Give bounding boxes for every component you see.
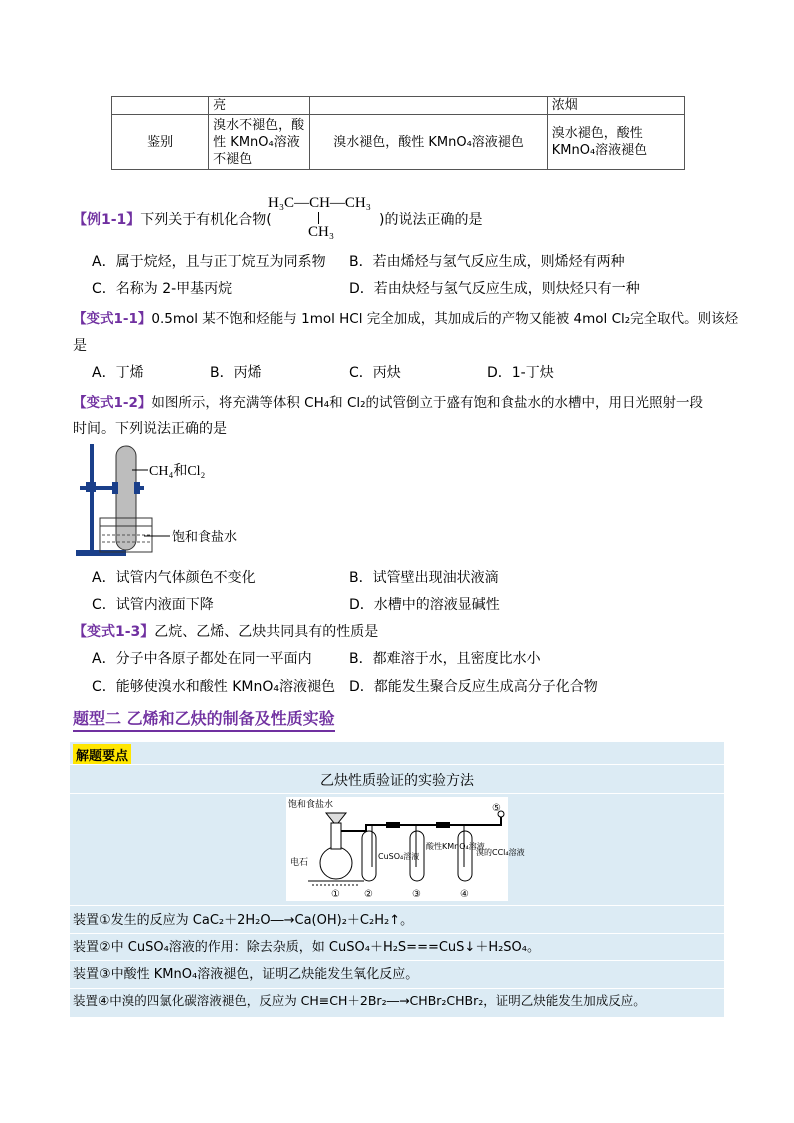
formula-bond <box>318 212 319 224</box>
table-cell <box>310 97 547 115</box>
connector <box>436 822 450 828</box>
option-c[interactable]: C．试管内液面下降 <box>92 597 214 613</box>
structural-formula-bottom: CH₃ <box>308 224 335 240</box>
label-n1: ① <box>331 889 340 900</box>
box-title: 乙炔性质验证的实验方法 <box>320 773 474 789</box>
clamp-joint <box>86 482 96 492</box>
question-var12 <box>73 391 703 411</box>
table-cell: 溴水不褪色，酸性 KMnO₄溶液不褪色 <box>209 115 310 170</box>
note-line: 装置①发生的反应为 CaC₂＋2H₂O―→Ca(OH)₂＋C₂H₂↑。 <box>73 913 414 928</box>
option-d[interactable]: D．水槽中的溶液显碱性 <box>349 597 500 613</box>
question-var13 <box>73 621 378 641</box>
stand-base <box>76 550 126 556</box>
option-c[interactable]: C．丙炔 <box>349 365 401 381</box>
table-cell: 溴水褪色，酸性 KMnO₄溶液褪色 <box>310 115 547 170</box>
option-d[interactable]: D．1-丁炔 <box>487 365 554 381</box>
table-cell-label: 鉴别 <box>112 115 209 170</box>
label-n3: ③ <box>412 889 421 900</box>
question-text: 如图所示，将充满等体积 CH₄和 Cl₂的试管倒立于盛有饱和食盐水的水槽中，用日光照射一段 <box>151 395 704 411</box>
question-text-line2: 是 <box>73 338 87 354</box>
question-tag: 【例1-1】 <box>73 212 141 228</box>
divider <box>70 960 724 961</box>
note-line: 装置②中 CuSO₄溶液的作用：除去杂质，如 CuSO₄＋H₂S===CuS↓＋H₂SO₄。 <box>73 940 541 955</box>
option-a[interactable]: A．丁烯 <box>92 365 144 381</box>
option-a[interactable]: A．试管内气体颜色不变化 <box>92 570 256 586</box>
option-a[interactable]: A．属于烷烃，且与正丁烷互为同系物 <box>92 254 326 270</box>
comparison-table <box>111 96 685 170</box>
table-cell: 溴水褪色，酸性KMnO₄溶液褪色 <box>547 115 684 170</box>
table-cell <box>112 97 209 115</box>
label-carbide: 电石 <box>290 858 309 868</box>
table-row <box>112 115 685 170</box>
label-n5: ⑤ <box>492 803 501 814</box>
clamp-jaw <box>112 482 118 494</box>
structural-formula-top: H₃C—CH—CH₃ <box>268 195 371 211</box>
clamp-jaw <box>134 482 140 494</box>
question-text: 0.5mol 某不饱和烃能与 1mol HCl 完全加成，其加成后的产物又能被 4mol Cl₂完全取代。则该烃 <box>151 311 739 327</box>
label-n2: ② <box>364 889 373 900</box>
label-kmno4: 酸性KMnO₄溶液 <box>426 842 485 851</box>
option-b[interactable]: B．都难溶于水，且密度比水小 <box>349 651 541 667</box>
section-heading: 题型二 乙烯和乙炔的制备及性质实验 <box>73 706 335 732</box>
table-cell: 浓烟 <box>547 97 684 115</box>
question-ex11 <box>73 209 272 229</box>
gas-label: CH₄和Cl₂ <box>149 464 206 479</box>
divider <box>70 988 724 989</box>
divider <box>70 933 724 934</box>
label-br: 溴的CCl₄溶液 <box>476 848 525 857</box>
table-row <box>112 97 685 115</box>
note-line: 装置④中溴的四氯化碳溶液褪色，反应为 CH≡CH＋2Br₂―→CHBr₂CHBr₂，证明乙炔能发生加成反应。 <box>73 993 646 1008</box>
divider <box>70 905 724 906</box>
note-line: 装置③中酸性 KMnO₄溶液褪色，证明乙炔能发生氧化反应。 <box>73 967 419 982</box>
option-d[interactable]: D．若由炔烃与氢气反应生成，则炔烃只有一种 <box>349 281 640 297</box>
question-text-line2: 时间。下列说法正确的是 <box>73 421 227 437</box>
apparatus-diagram <box>286 797 525 901</box>
question-tag: 【变式1-2】 <box>73 395 152 411</box>
connector <box>386 822 400 828</box>
divider <box>70 793 724 794</box>
table-cell: 亮 <box>209 97 310 115</box>
option-c[interactable]: C．名称为 2-甲基丙烷 <box>92 281 233 297</box>
stand-rod <box>90 444 94 552</box>
divider <box>70 764 724 765</box>
option-b[interactable]: B．丙烯 <box>210 365 262 381</box>
question-text: 乙烷、乙烯、乙炔共同具有的性质是 <box>154 624 379 640</box>
option-b[interactable]: B．若由烯烃与氢气反应生成，则烯烃有两种 <box>349 254 625 270</box>
option-a[interactable]: A．分子中各原子都处在同一平面内 <box>92 651 312 667</box>
label-saltwater: 饱和食盐水 <box>288 800 334 810</box>
water-label: 饱和食盐水 <box>172 530 238 545</box>
label-cuso4: CuSO₄溶液 <box>378 852 420 861</box>
question-tag: 【变式1-1】 <box>73 311 152 327</box>
question-var11 <box>73 307 738 327</box>
question-tag: 【变式1-3】 <box>73 624 155 640</box>
question-text-end: )的说法正确的是 <box>379 212 483 228</box>
option-c[interactable]: C．能够使溴水和酸性 KMnO₄溶液褪色 <box>92 679 335 695</box>
flask-neck <box>331 823 341 849</box>
test-tube <box>116 446 136 550</box>
question-text: 下列关于有机化合物( <box>140 212 272 228</box>
label-n4: ④ <box>460 889 469 900</box>
key-points-badge: 解题要点 <box>73 744 131 765</box>
option-b[interactable]: B．试管壁出现油状液滴 <box>349 570 499 586</box>
option-d[interactable]: D．都能发生聚合反应生成高分子化合物 <box>349 679 598 695</box>
test-tube-figure <box>72 440 332 560</box>
